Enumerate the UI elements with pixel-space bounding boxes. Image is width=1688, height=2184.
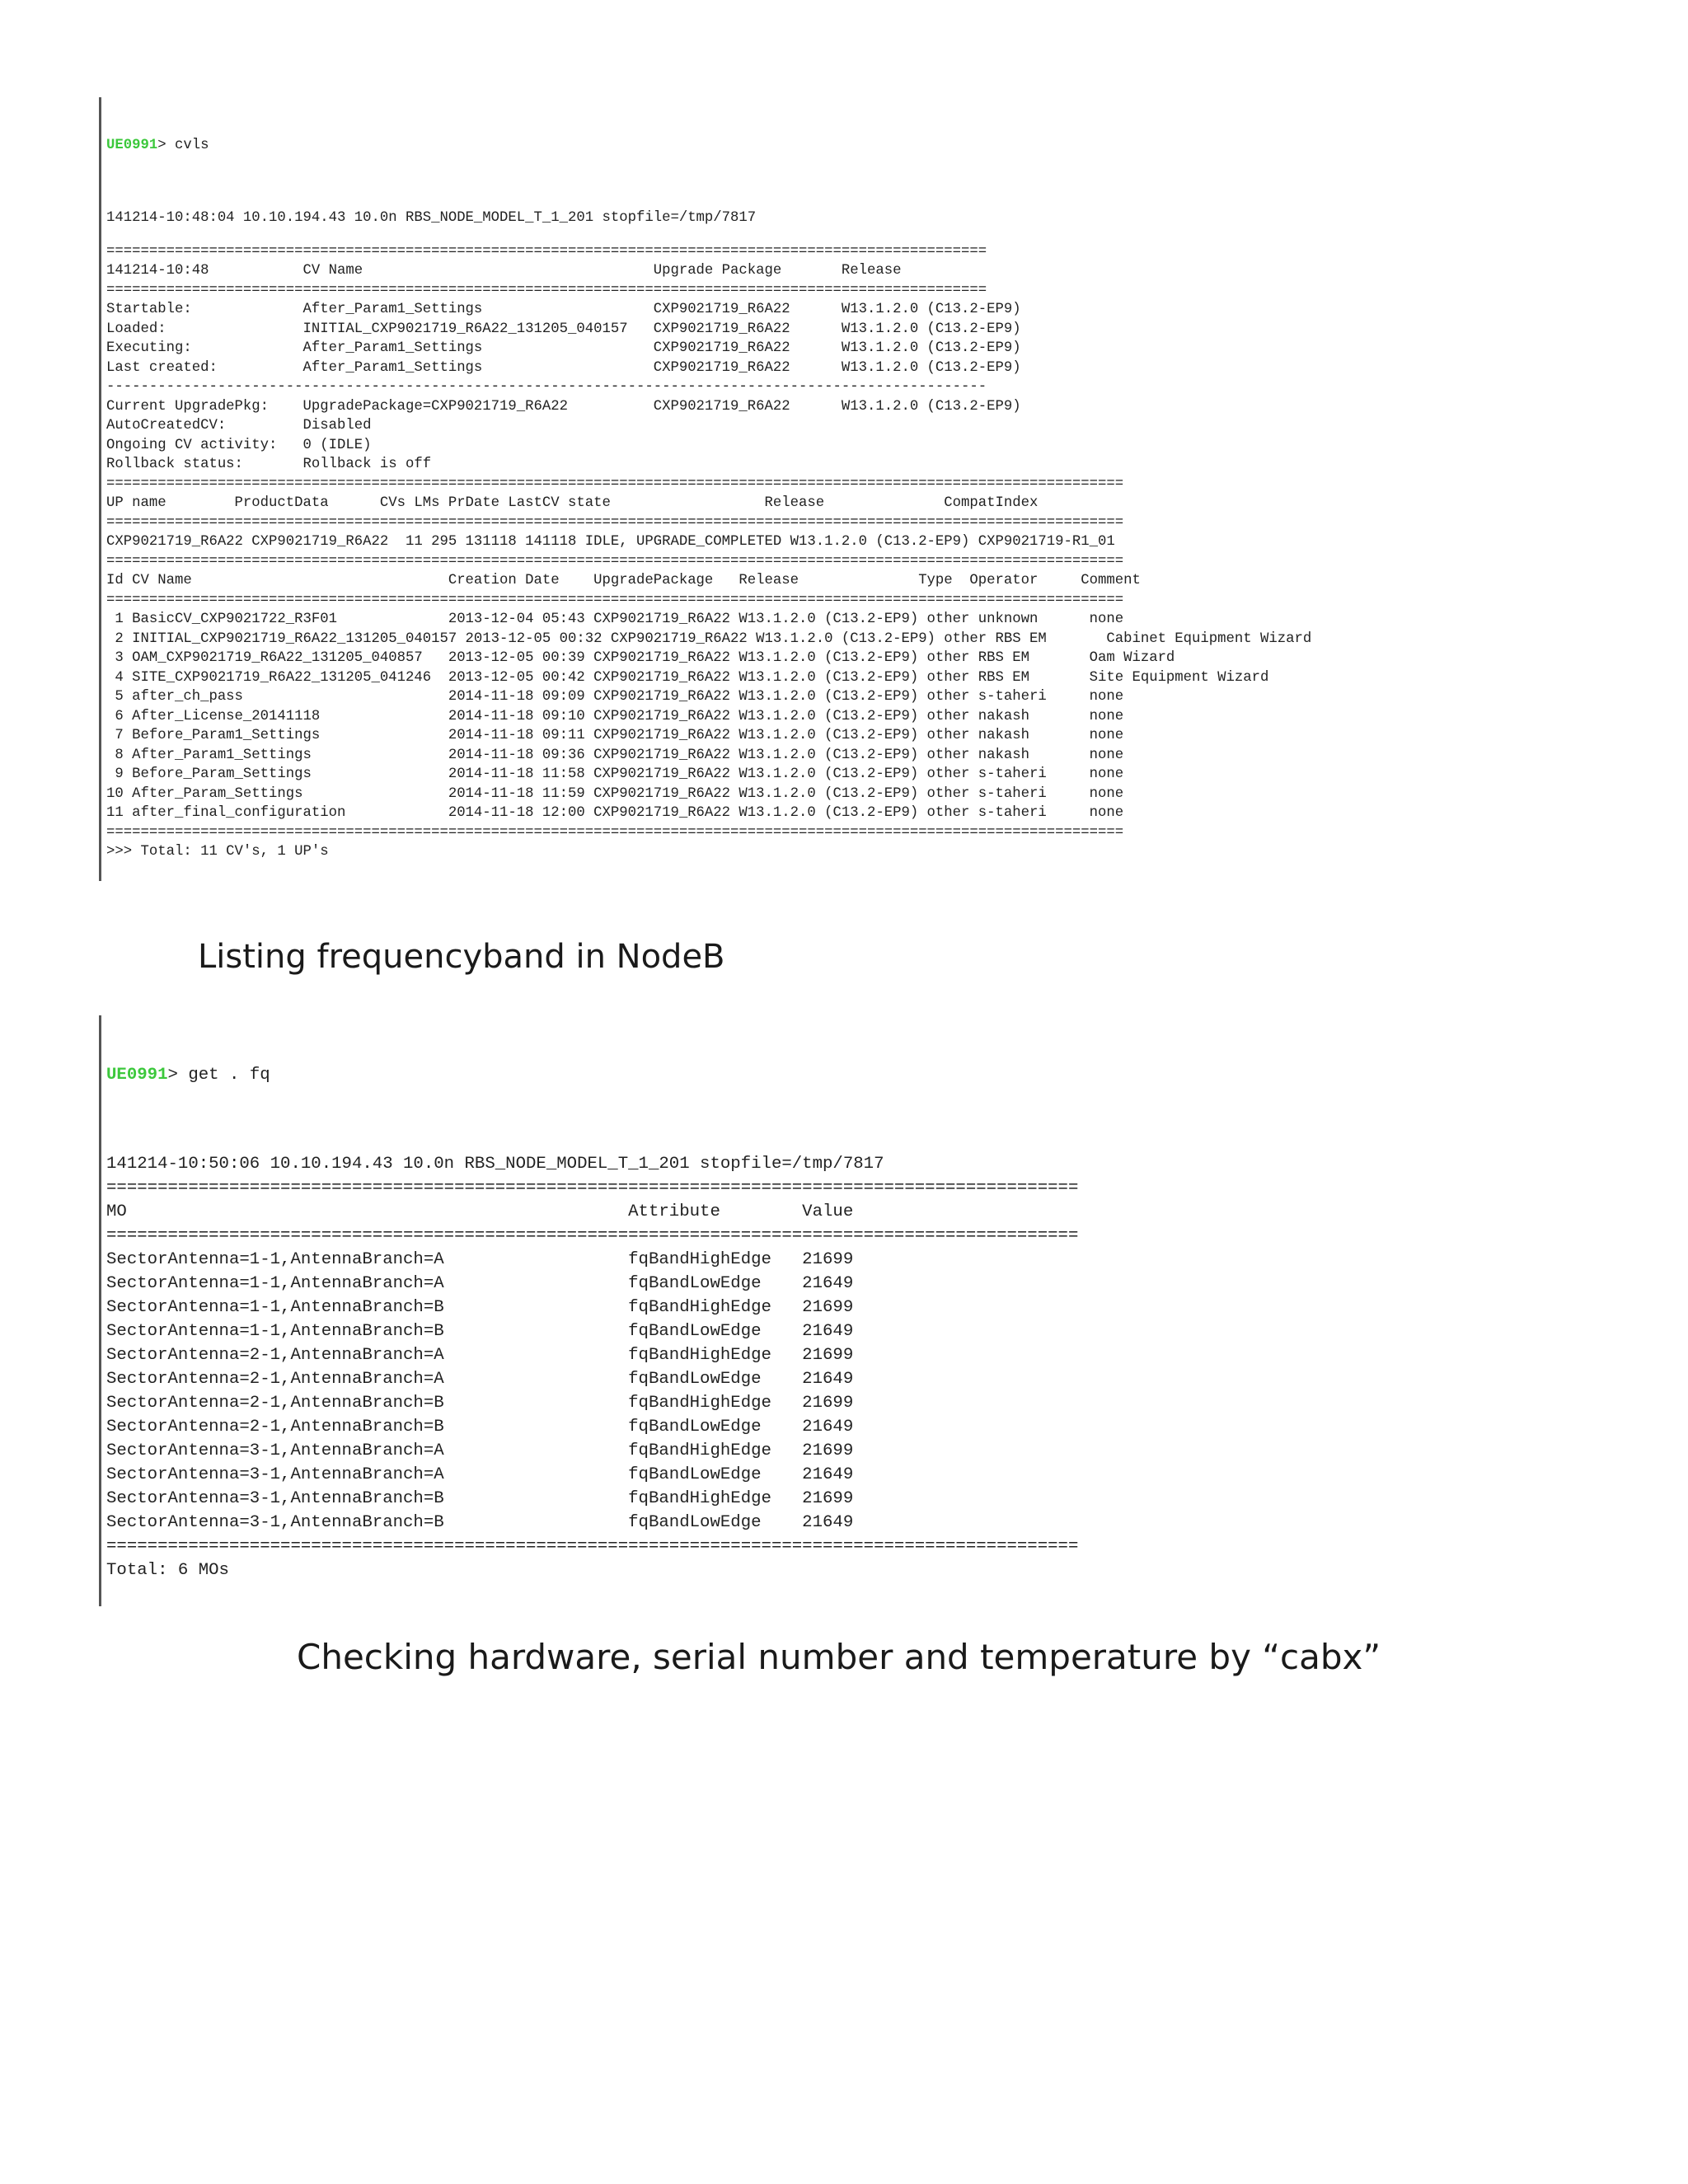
terminal-line: Last created: After_Param1_Settings CXP9021719_R6A22 W13.1.2.0 (C13.2-EP9) xyxy=(106,359,1021,376)
terminal-line: SectorAntenna=1-1,AntennaBranch=A fqBandHighEdge 21699 xyxy=(106,1249,854,1269)
terminal-line: SectorAntenna=3-1,AntennaBranch=A fqBandHighEdge 21699 xyxy=(106,1441,854,1460)
terminal-line: Total: 6 MOs xyxy=(106,1560,229,1580)
terminal-line: Rollback status: Rollback is off xyxy=(106,457,432,473)
terminal-line: 3 OAM_CXP9021719_R6A22_131205_040857 2013-12-05 00:39 CXP9021719_R6A22 W13.1.2.0 (C13.2-EP9) other RBS EM Oam Wizard xyxy=(106,650,1175,667)
terminal-line: =============================================================================================== xyxy=(106,1178,1079,1197)
terminal-line: 141214-10:50:06 10.10.194.43 10.0n RBS_NODE_MODEL_T_1_201 stopfile=/tmp/7817 xyxy=(106,1154,884,1174)
terminal-line xyxy=(106,1135,1078,1152)
terminal-line: 8 After_Param1_Settings 2014-11-18 09:36 CXP9021719_R6A22 W13.1.2.0 (C13.2-EP9) other nakash none xyxy=(106,747,1124,763)
terminal-line: SectorAntenna=2-1,AntennaBranch=A fqBandHighEdge 21699 xyxy=(106,1345,854,1365)
terminal-line: SectorAntenna=1-1,AntennaBranch=A fqBandLowEdge 21649 xyxy=(106,1273,854,1293)
terminal-line: AutoCreatedCV: Disabled xyxy=(106,418,372,434)
terminal-line: 2 INITIAL_CXP9021719_R6A22_131205_040157 2013-12-05 00:32 CXP9021719_R6A22 W13.1.2.0 (C13.2-EP9) other RBS EM Cabinet Equipment Wizard xyxy=(106,630,1312,647)
prompt-command: > cvls xyxy=(157,138,209,153)
terminal-line: 11 after_final_configuration 2014-11-18 12:00 CXP9021719_R6A22 W13.1.2.0 (C13.2-EP9) other s-taheri none xyxy=(106,805,1124,822)
terminal-line: 7 Before_Param1_Settings 2014-11-18 09:11 CXP9021719_R6A22 W13.1.2.0 (C13.2-EP9) other nakash none xyxy=(106,728,1124,744)
terminal-line xyxy=(106,227,1311,241)
terminal-line: 6 After_License_20141118 2014-11-18 09:10 CXP9021719_R6A22 W13.1.2.0 (C13.2-EP9) other nakash none xyxy=(106,708,1124,724)
terminal-line: 4 SITE_CXP9021719_R6A22_131205_041246 2013-12-05 00:42 CXP9021719_R6A22 W13.1.2.0 (C13.2-EP9) other RBS EM Site Equipment Wizard xyxy=(106,669,1269,686)
terminal-line: Current UpgradePkg: UpgradePackage=CXP9021719_R6A22 CXP9021719_R6A22 W13.1.2.0 (C13.2-EP9) xyxy=(106,398,1021,415)
terminal-line: ======================================================================================================= xyxy=(106,282,987,298)
terminal-line: SectorAntenna=1-1,AntennaBranch=B fqBandLowEdge 21649 xyxy=(106,1321,854,1341)
terminal-prompt xyxy=(106,1063,1078,1087)
prompt-command: > get . fq xyxy=(167,1066,270,1085)
terminal-line: Ongoing CV activity: 0 (IDLE) xyxy=(106,437,372,453)
terminal-line: 1 BasicCV_CXP9021722_R3F01 2013-12-04 05:43 CXP9021719_R6A22 W13.1.2.0 (C13.2-EP9) other unknown none xyxy=(106,612,1124,628)
terminal-line: ======================================================================================================================= xyxy=(106,514,1124,531)
terminal-line: ======================================================================================================================= xyxy=(106,592,1124,608)
terminal-line: =============================================================================================== xyxy=(106,1226,1079,1245)
terminal-line: ======================================================================================================================= xyxy=(106,824,1124,841)
terminal-line: ======================================================================================================= xyxy=(106,243,987,260)
terminal-line xyxy=(106,194,1311,209)
terminal-line: Executing: After_Param1_Settings CXP9021719_R6A22 W13.1.2.0 (C13.2-EP9) xyxy=(106,340,1021,357)
terminal-line: MO Attribute Value xyxy=(106,1202,854,1221)
terminal-line: UP name ProductData CVs LMs PrDate LastCV state Release CompatIndex xyxy=(106,495,1039,512)
section-heading-frequencyband: Listing frequencyband in NodeB xyxy=(198,938,725,976)
terminal-line: ======================================================================================================================= xyxy=(106,476,1124,492)
terminal-line: 9 Before_Param_Settings 2014-11-18 11:58 CXP9021719_R6A22 W13.1.2.0 (C13.2-EP9) other s-taheri none xyxy=(106,766,1124,783)
prompt-hostname: UE0991 xyxy=(106,1066,168,1085)
terminal-line: SectorAntenna=2-1,AntennaBranch=B fqBandLowEdge 21649 xyxy=(106,1417,854,1436)
terminal-line: >>> Total: 11 CV's, 1 UP's xyxy=(106,844,329,860)
terminal-line: 141214-10:48:04 10.10.194.43 10.0n RBS_NODE_MODEL_T_1_201 stopfile=/tmp/7817 xyxy=(106,209,757,226)
terminal-line: CXP9021719_R6A22 CXP9021719_R6A22 11 295 131118 141118 IDLE, UPGRADE_COMPLETED W13.1.2.0 (C13.2-EP9) CXP9021719-R1_01 xyxy=(106,534,1115,551)
cvls-terminal-output xyxy=(99,97,1311,881)
terminal-line: SectorAntenna=3-1,AntennaBranch=B fqBandHighEdge 21699 xyxy=(106,1488,854,1508)
terminal-line: SectorAntenna=1-1,AntennaBranch=B fqBandHighEdge 21699 xyxy=(106,1297,854,1317)
terminal-line: =============================================================================================== xyxy=(106,1536,1079,1556)
terminal-line: 141214-10:48 CV Name Upgrade Package Release xyxy=(106,263,902,279)
section-heading-cabx: Checking hardware, serial number and temperature by “cabx” xyxy=(297,1637,1381,1677)
terminal-line: SectorAntenna=3-1,AntennaBranch=A fqBandLowEdge 21649 xyxy=(106,1465,854,1484)
terminal-line: Startable: After_Param1_Settings CXP9021719_R6A22 W13.1.2.0 (C13.2-EP9) xyxy=(106,302,1021,318)
terminal-line: SectorAntenna=2-1,AntennaBranch=A fqBandLowEdge 21649 xyxy=(106,1369,854,1389)
terminal-lines xyxy=(106,1135,1078,1582)
terminal-line: ------------------------------------------------------------------------------------------------------- xyxy=(106,379,987,396)
terminal-line: Loaded: INITIAL_CXP9021719_R6A22_131205_040157 CXP9021719_R6A22 W13.1.2.0 (C13.2-EP9) xyxy=(106,321,1021,337)
terminal-line: 10 After_Param_Settings 2014-11-18 11:59 CXP9021719_R6A22 W13.1.2.0 (C13.2-EP9) other s-taheri none xyxy=(106,785,1124,802)
terminal-prompt xyxy=(106,136,1311,156)
get-fq-terminal-output xyxy=(99,1015,1078,1606)
terminal-lines xyxy=(106,194,1311,862)
prompt-hostname: UE0991 xyxy=(106,138,158,153)
terminal-line: 5 after_ch_pass 2014-11-18 09:09 CXP9021719_R6A22 W13.1.2.0 (C13.2-EP9) other s-taheri none xyxy=(106,689,1124,705)
terminal-line: ======================================================================================================================= xyxy=(106,553,1124,569)
terminal-line: Id CV Name Creation Date UpgradePackage Release Type Operator Comment xyxy=(106,573,1141,589)
terminal-line: SectorAntenna=3-1,AntennaBranch=B fqBandLowEdge 21649 xyxy=(106,1512,854,1532)
terminal-line: SectorAntenna=2-1,AntennaBranch=B fqBandHighEdge 21699 xyxy=(106,1393,854,1413)
